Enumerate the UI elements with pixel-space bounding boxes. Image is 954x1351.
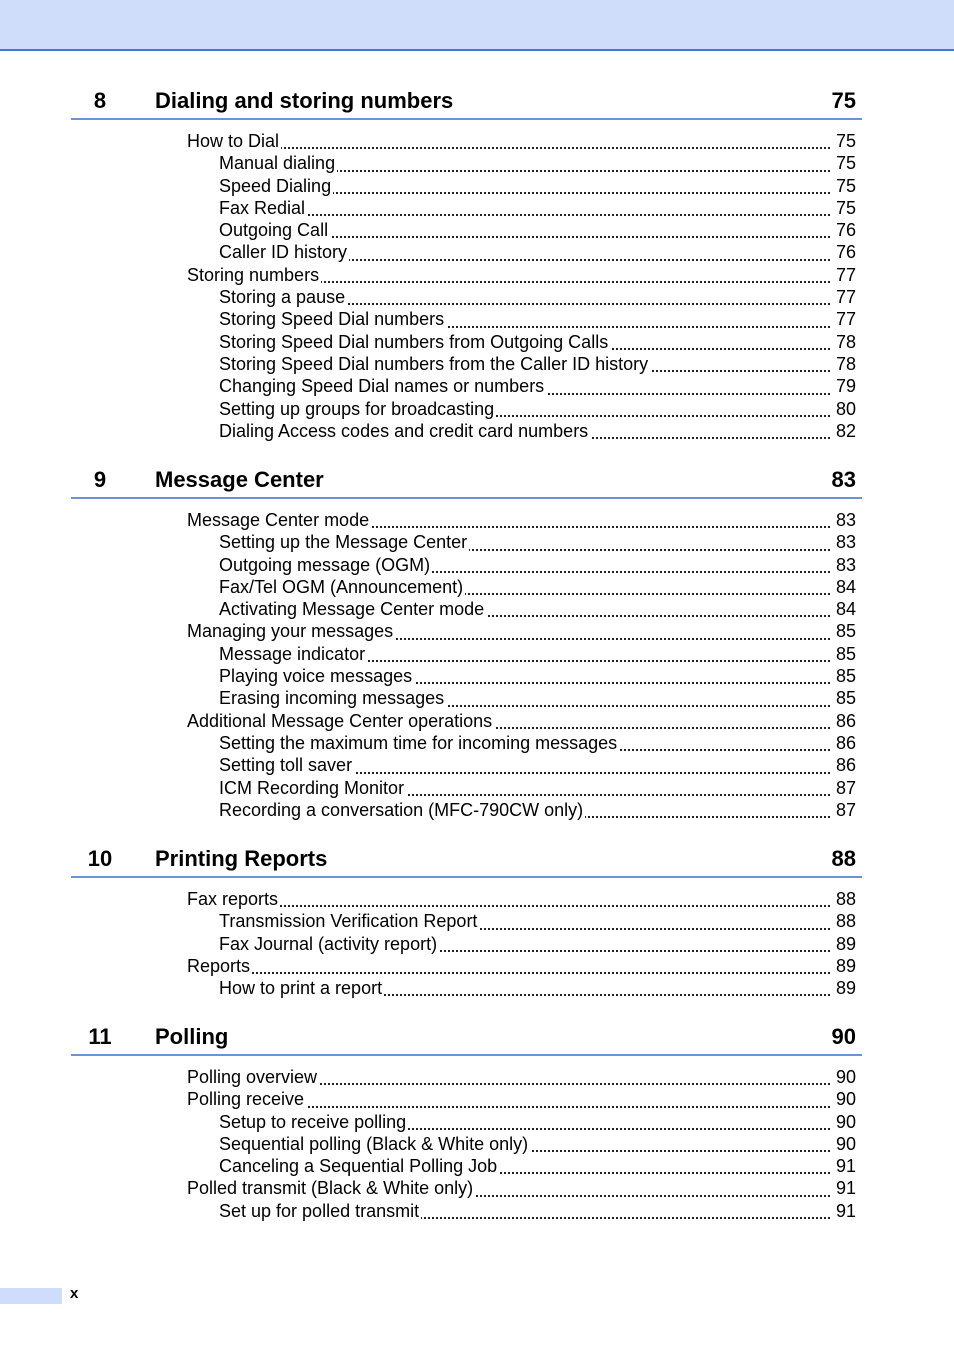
entry-page-number: 91 bbox=[835, 1178, 856, 1199]
entry-page-number: 75 bbox=[835, 197, 856, 218]
entry-page-number: 90 bbox=[835, 1067, 856, 1087]
toc-entry-list bbox=[71, 509, 862, 821]
entry-label: Canceling a Sequential Polling Job bbox=[219, 1156, 498, 1177]
entry-page-number: 90 bbox=[835, 1089, 856, 1110]
chapter-section bbox=[71, 840, 862, 999]
entry-page-number: 91 bbox=[835, 1156, 856, 1177]
toc-subentry[interactable] bbox=[219, 1200, 856, 1222]
toc-entry-list bbox=[71, 130, 862, 442]
chapter-page-number: 88 bbox=[831, 846, 856, 871]
toc-entry[interactable] bbox=[187, 1177, 856, 1199]
entry-label: Fax Journal (activity report) bbox=[219, 933, 438, 954]
entry-page-number: 78 bbox=[835, 331, 856, 352]
toc-subentry[interactable] bbox=[219, 554, 856, 576]
toc-subentry[interactable] bbox=[219, 643, 856, 665]
toc-subentry[interactable] bbox=[219, 799, 856, 821]
entry-page-number: 75 bbox=[835, 131, 856, 151]
chapter-number: 8 bbox=[93, 88, 107, 113]
footer-page-number: x bbox=[70, 1285, 79, 1302]
entry-label: Storing a pause bbox=[219, 287, 346, 308]
entry-label: Set up for polled transmit bbox=[219, 1200, 420, 1221]
toc-subentry[interactable] bbox=[219, 375, 856, 397]
toc-entry[interactable] bbox=[187, 509, 856, 531]
entry-label: Transmission Verification Report bbox=[219, 911, 478, 932]
chapter-section bbox=[71, 461, 862, 821]
entry-label: Polled transmit (Black & White only) bbox=[187, 1178, 474, 1199]
chapter-section bbox=[71, 82, 862, 442]
toc-subentry[interactable] bbox=[219, 687, 856, 709]
toc-subentry[interactable] bbox=[219, 977, 856, 999]
entry-label: Fax reports bbox=[187, 889, 279, 909]
chapter-title: Polling bbox=[155, 1024, 229, 1049]
chapter-heading[interactable] bbox=[71, 1018, 862, 1056]
entry-label: How to Dial bbox=[187, 131, 280, 151]
entry-label: Outgoing message (OGM) bbox=[219, 554, 431, 575]
entry-label: Message indicator bbox=[219, 643, 366, 664]
toc-subentry[interactable] bbox=[219, 308, 856, 330]
chapter-page-number: 75 bbox=[831, 88, 856, 113]
entry-label: Polling overview bbox=[187, 1067, 318, 1087]
toc-entry[interactable] bbox=[187, 1066, 856, 1088]
entry-label: Storing Speed Dial numbers from Outgoing Calls bbox=[219, 331, 609, 352]
entry-page-number: 77 bbox=[835, 309, 856, 330]
header-band bbox=[0, 0, 954, 51]
chapter-title: Dialing and storing numbers bbox=[155, 88, 454, 113]
entry-label: Setting up groups for broadcasting bbox=[219, 398, 495, 419]
entry-page-number: 85 bbox=[835, 666, 856, 687]
toc-entry[interactable] bbox=[187, 955, 856, 977]
toc-subentry[interactable] bbox=[219, 398, 856, 420]
entry-label: Caller ID history bbox=[219, 242, 348, 263]
entry-label: Outgoing Call bbox=[219, 220, 329, 241]
entry-label: Message Center mode bbox=[187, 510, 370, 530]
entry-page-number: 77 bbox=[835, 264, 856, 285]
chapter-page-number: 83 bbox=[831, 467, 856, 492]
toc-subentry[interactable] bbox=[219, 241, 856, 263]
entry-label: Dialing Access codes and credit card numbers bbox=[219, 420, 589, 441]
entry-page-number: 82 bbox=[835, 420, 856, 441]
toc-subentry[interactable] bbox=[219, 175, 856, 197]
entry-page-number: 79 bbox=[835, 376, 856, 397]
toc-entry[interactable] bbox=[187, 710, 856, 732]
entry-page-number: 90 bbox=[835, 1133, 856, 1154]
entry-label: Recording a conversation (MFC-790CW only) bbox=[219, 799, 584, 820]
toc-subentry[interactable] bbox=[219, 1133, 856, 1155]
entry-page-number: 89 bbox=[835, 978, 856, 999]
toc-subentry[interactable] bbox=[219, 598, 856, 620]
toc-entry[interactable] bbox=[187, 130, 856, 152]
toc-subentry[interactable] bbox=[219, 331, 856, 353]
chapter-title: Printing Reports bbox=[155, 846, 328, 871]
toc-entry[interactable] bbox=[187, 264, 856, 286]
entry-label: Setup to receive polling bbox=[219, 1111, 407, 1132]
chapter-title: Message Center bbox=[155, 467, 324, 492]
entry-label: Polling receive bbox=[187, 1089, 305, 1110]
chapter-section bbox=[71, 1018, 862, 1222]
dot-leader bbox=[219, 214, 830, 216]
entry-page-number: 84 bbox=[835, 576, 856, 597]
entry-page-number: 91 bbox=[835, 1200, 856, 1221]
entry-page-number: 86 bbox=[835, 732, 856, 753]
entry-label: Speed Dialing bbox=[219, 175, 332, 196]
entry-page-number: 78 bbox=[835, 353, 856, 374]
entry-page-number: 86 bbox=[835, 755, 856, 776]
entry-label: Storing Speed Dial numbers bbox=[219, 309, 445, 330]
entry-label: Additional Message Center operations bbox=[187, 710, 493, 731]
entry-page-number: 80 bbox=[835, 398, 856, 419]
toc-subentry[interactable] bbox=[219, 933, 856, 955]
chapter-heading[interactable] bbox=[71, 82, 862, 120]
entry-page-number: 76 bbox=[835, 242, 856, 263]
entry-page-number: 85 bbox=[835, 643, 856, 664]
toc-subentry[interactable] bbox=[219, 777, 856, 799]
entry-page-number: 76 bbox=[835, 220, 856, 241]
toc-subentry[interactable] bbox=[219, 353, 856, 375]
entry-label: Fax Redial bbox=[219, 197, 306, 218]
entry-label: Manual dialing bbox=[219, 153, 336, 174]
toc-entry-list bbox=[71, 1066, 862, 1222]
toc-subentry[interactable] bbox=[219, 197, 856, 219]
entry-page-number: 83 bbox=[835, 510, 856, 530]
entry-label: Erasing incoming messages bbox=[219, 688, 445, 709]
toc-entry[interactable] bbox=[187, 620, 856, 642]
entry-page-number: 86 bbox=[835, 710, 856, 731]
toc-entry[interactable] bbox=[187, 1088, 856, 1110]
chapter-page-number: 90 bbox=[831, 1024, 856, 1049]
toc-subentry[interactable] bbox=[219, 665, 856, 687]
toc-entry-list bbox=[71, 888, 862, 999]
entry-label: Storing Speed Dial numbers from the Caller ID history bbox=[219, 353, 649, 374]
toc-subentry[interactable] bbox=[219, 732, 856, 754]
chapter-number: 11 bbox=[88, 1024, 112, 1049]
entry-page-number: 90 bbox=[835, 1111, 856, 1132]
entry-label: Setting the maximum time for incoming messages bbox=[219, 732, 618, 753]
chapter-heading[interactable] bbox=[71, 461, 862, 499]
toc-subentry[interactable] bbox=[219, 1155, 856, 1177]
entry-label: Managing your messages bbox=[187, 621, 394, 642]
entry-page-number: 75 bbox=[835, 153, 856, 174]
dot-leader bbox=[187, 905, 830, 907]
toc-subentry[interactable] bbox=[219, 286, 856, 308]
entry-page-number: 83 bbox=[835, 554, 856, 575]
toc-entry[interactable] bbox=[187, 888, 856, 910]
chapter-heading[interactable] bbox=[71, 840, 862, 878]
entry-label: ICM Recording Monitor bbox=[219, 777, 405, 798]
entry-label: Changing Speed Dial names or numbers bbox=[219, 376, 545, 397]
entry-page-number: 75 bbox=[835, 175, 856, 196]
entry-label: Setting up the Message Center bbox=[219, 532, 468, 553]
entry-label: Reports bbox=[187, 955, 251, 976]
entry-page-number: 85 bbox=[835, 688, 856, 709]
toc-subentry[interactable] bbox=[219, 754, 856, 776]
entry-page-number: 89 bbox=[835, 933, 856, 954]
entry-label: Activating Message Center mode bbox=[219, 599, 485, 620]
entry-label: Sequential polling (Black & White only) bbox=[219, 1133, 529, 1154]
toc-subentry[interactable] bbox=[219, 1111, 856, 1133]
dot-leader bbox=[187, 972, 830, 974]
entry-page-number: 84 bbox=[835, 599, 856, 620]
toc-subentry[interactable] bbox=[219, 531, 856, 553]
entry-page-number: 89 bbox=[835, 955, 856, 976]
entry-page-number: 88 bbox=[835, 889, 856, 909]
entry-page-number: 83 bbox=[835, 532, 856, 553]
chapter-number: 9 bbox=[93, 467, 107, 492]
toc-subentry[interactable] bbox=[219, 219, 856, 241]
entry-page-number: 85 bbox=[835, 621, 856, 642]
footer-tab bbox=[0, 1288, 62, 1304]
toc-subentry[interactable] bbox=[219, 910, 856, 932]
entry-label: Fax/Tel OGM (Announcement) bbox=[219, 576, 464, 597]
toc-subentry[interactable] bbox=[219, 152, 856, 174]
entry-page-number: 87 bbox=[835, 777, 856, 798]
toc-subentry[interactable] bbox=[219, 420, 856, 442]
dot-leader bbox=[187, 147, 830, 149]
entry-label: Setting toll saver bbox=[219, 755, 353, 776]
entry-label: Playing voice messages bbox=[219, 666, 413, 687]
entry-label: How to print a report bbox=[219, 978, 383, 999]
entry-page-number: 77 bbox=[835, 287, 856, 308]
entry-page-number: 88 bbox=[835, 911, 856, 932]
entry-page-number: 87 bbox=[835, 799, 856, 820]
chapter-number: 10 bbox=[87, 846, 113, 871]
entry-label: Storing numbers bbox=[187, 264, 320, 285]
toc-subentry[interactable] bbox=[219, 576, 856, 598]
